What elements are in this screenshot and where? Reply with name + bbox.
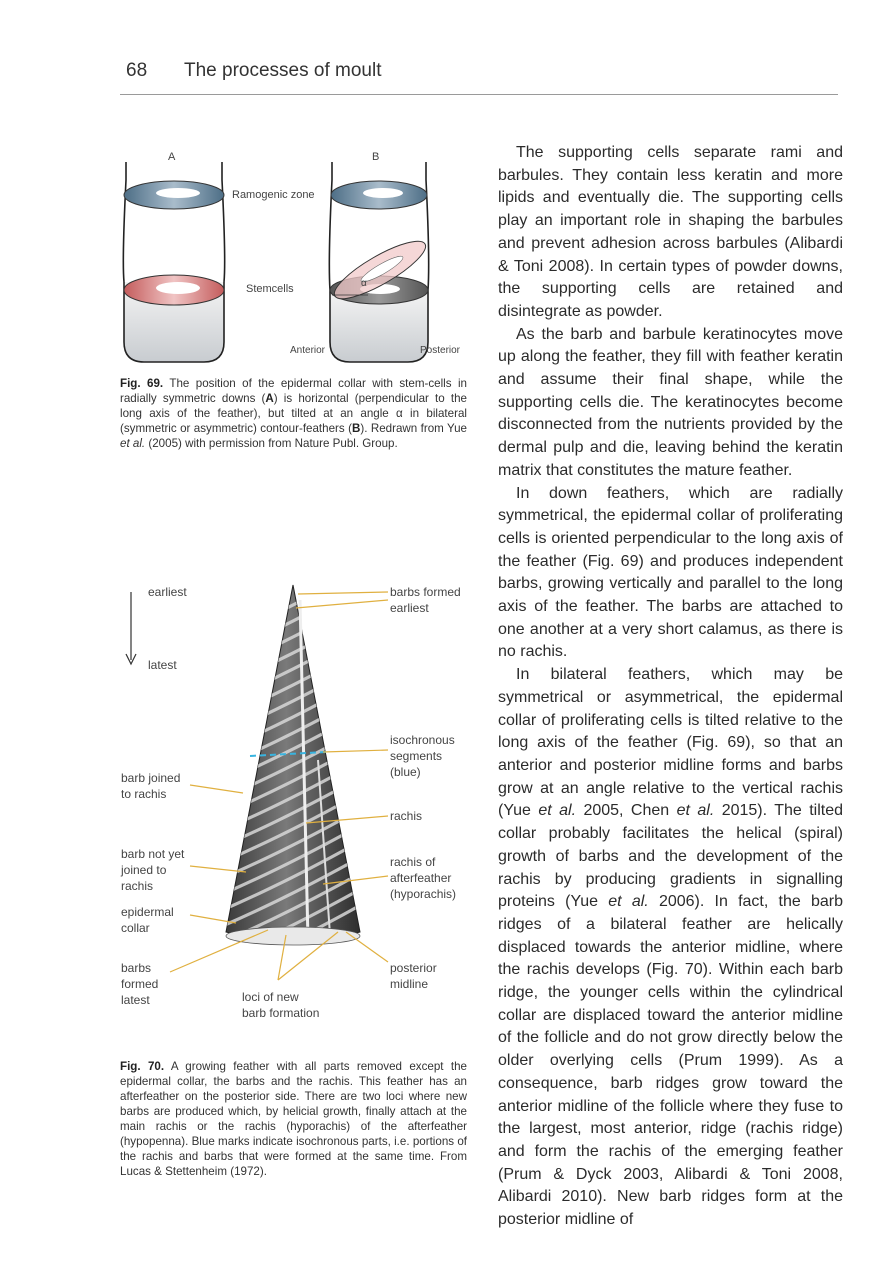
loci-label: loci of new barb formation <box>242 990 320 1020</box>
etal: et al. <box>676 802 715 820</box>
caption-etal: et al. <box>120 437 146 450</box>
barb-joined-label: barb joined to rachis <box>121 771 181 801</box>
etal: et al. <box>608 893 649 911</box>
alpha-label: α <box>361 278 367 289</box>
rachis-afterfeather-label: rachis of afterfeather (hyporachis) <box>390 855 457 901</box>
latest-label: latest <box>148 658 177 672</box>
running-header <box>120 58 838 95</box>
paragraph-text: In bilateral feathers, which may be symmetrical or asymmetrical, the epidermal collar of proliferating cells is tilted relative to the long axis of the feather (Fig. 69), so that an anterior and posterior midline forms and barbs grow at an angle relative to the vertical rachis (Yue <box>498 666 843 820</box>
label-b: B <box>372 151 380 163</box>
paragraph-4 <box>498 664 843 1232</box>
paragraph-1: The supporting cells separate rami and barbules. They contain less keratin and more lipids and eventually die. The supporting cells play an important role in shaping the barbules and prevent adhesion across barbules (Alibardi & Toni 2008). In certain types of powder downs, the supporting cells are retained and disintegrate as powder. <box>498 144 843 320</box>
anterior-label: Anterior <box>290 345 326 356</box>
figure-69-caption <box>120 376 467 451</box>
running-title: The processes of moult <box>184 60 382 81</box>
paragraph-2: As the barb and barbule keratinocytes move up along the feather, they fill with feather keratin and assume their final shape, while the supporting cells die. The keratinocytes become disconnected from the nutrients provided by the dermal pulp and die, leaving behind the keratin matrix that constitutes the mature feather. <box>498 325 843 479</box>
caption-text: (2005) with permission from Nature Publ. Group. <box>145 437 398 450</box>
caption-ref-a: A <box>265 392 274 405</box>
figure-69 <box>118 140 470 365</box>
posterior-label: Posterior <box>420 345 461 356</box>
follicle-b <box>328 162 432 362</box>
time-arrow <box>126 592 136 664</box>
follicle-a <box>123 162 224 362</box>
paragraph-text: 2006). In fact, the barb ridges of a bilateral feather are helically displaced towards the anterior midline, where the rachis develops (Fig. 70). Within each barb ridge, the younger cells within the cylindrical collar are displaced toward the anterior midline of the follicle and do not grow directly below the older overlying cells (Prum 1999). As a consequence, barb ridges grow toward the anterior midline of the follicle where they fuse to the largest, most anterior, ridge (rachis ridge) and form the rachis of the emerging feather (Prum & Dyck 2003, Alibardi & Toni 2008, Alibardi 2010). New barb ridges form at the posterior midline of <box>498 893 844 1229</box>
etal: et al. <box>538 802 577 820</box>
rachis-label: rachis <box>390 809 423 823</box>
caption-text: A growing feather with all parts removed except the epidermal collar, the barbs and the rachis. This feather has an afterfeather on the posterior side. There are two loci where new barbs are produced which, by helicial growth, finally attach at the main rachis or the rachis (hyporachis) of the afterfeather (hypopenna). Blue marks indicate isochronous parts, i.e. portions of the rachis and barbs that were formed at the same time. From Lucas & Stettenheim (1972). <box>120 1060 467 1178</box>
stemcells-label: Stemcells <box>246 283 294 295</box>
barbs-formed-latest-label: barbs formed latest <box>121 961 159 1007</box>
caption-text: ) is horizontal (perpendicular to the long axis of the feather), but tilted at an angle α in bilateral (symmetric or asymmetric) contour-feathers ( <box>120 392 467 435</box>
caption-ref-b: B <box>351 422 361 435</box>
paragraph-text: 2005, Chen <box>576 802 677 820</box>
caption-text: The position of the epidermal collar with stem-cells in radially symmetric downs ( <box>120 377 467 405</box>
barbs-formed-earliest-label: barbs formed earliest <box>390 585 461 615</box>
epidermal-collar-label: epidermal collar <box>121 905 174 935</box>
posterior-midline-label: posterior midline <box>390 961 437 991</box>
page-number: 68 <box>126 60 148 81</box>
earliest-label: earliest <box>148 585 187 599</box>
caption-text: ). Redrawn from Yue <box>360 422 467 435</box>
body-text-column <box>498 142 843 1232</box>
figure-70 <box>118 580 470 1035</box>
caption-label: Fig. 69. <box>120 377 164 390</box>
figure-70-caption <box>120 1059 467 1179</box>
feather-cone <box>218 580 368 976</box>
label-a: A <box>168 151 176 163</box>
isochronous-label: isochronous segments (blue) <box>390 733 455 779</box>
paragraph-3: In down feathers, which are radially symmetrical, the epidermal collar of proliferating cells is oriented perpendicular to the long axis of the feather (Fig. 69) and produces independent barbs, growing vertically and parallel to the long axis of the feather. The barbs are attached to one another at a very short calamus, as there is no rachis. <box>498 484 843 661</box>
ramogenic-zone-label: Ramogenic zone <box>232 189 315 201</box>
paragraph-text: 2015). The tilted collar probably facilitates the helical (spiral) growth of barbs and the development of the rachis by producing gradients in signalling proteins (Yue <box>498 802 843 911</box>
caption-label: Fig. 70. <box>120 1060 165 1073</box>
barb-not-yet-label: barb not yet joined to rachis <box>121 847 185 893</box>
